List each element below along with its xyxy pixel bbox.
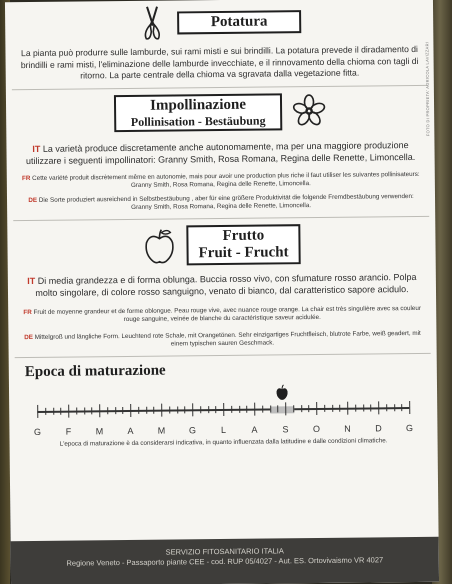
flower-icon [292, 94, 326, 128]
month-label: S [282, 423, 289, 434]
timeline-minor-tick [53, 407, 54, 414]
timeline-minor-tick [277, 405, 278, 412]
timeline-tick [192, 403, 193, 416]
frutto-fr-paragraph [8, 304, 436, 325]
impollinazione-it-paragraph [6, 138, 434, 166]
timeline-tick [99, 404, 100, 417]
lang-label-it: IT [27, 275, 36, 286]
month-label: G [188, 424, 197, 435]
timeline-minor-tick [184, 406, 185, 413]
potatura-text: La pianta può produrre sulle lamburde, sui rami misti e sui brindilli. La potatura prevede il diradamento di brindilli e rami misti, l'eliminazione delle lamburde invecchiate, e il rinnovamento della chioma con tagli di ritorno. La parte centrale della chioma va sgravata dalla vegetazione fitta. [20, 43, 419, 81]
lang-label-it: IT [32, 143, 41, 154]
timeline-tick [316, 402, 317, 415]
month-label: A [127, 425, 134, 436]
timeline-tick [68, 404, 69, 417]
timeline-minor-tick [270, 405, 271, 412]
timeline-minor-tick [386, 404, 387, 411]
timeline-tick [254, 402, 255, 415]
timeline-tick [285, 402, 286, 415]
impollinazione-subtitle: Pollinisation - Bestäubung [130, 113, 266, 129]
timeline-minor-tick [324, 404, 325, 411]
harvest-period-bar [270, 406, 295, 413]
timeline-tick [409, 401, 410, 414]
month-label: L [220, 424, 226, 435]
month-label: O [312, 423, 320, 434]
impollinazione-de-paragraph [7, 192, 435, 213]
frutto-de-text: Mittelgroß und längliche Form. Leuchtend rote Schale, mit Orangetönen. Sehr einzigartiges Fruchtfleisch, blutrote Farbe, weiß geadert, mit einem typischen sauren Geschmack. [34, 329, 421, 348]
frutto-subtitle: Fruit - Frucht [198, 243, 289, 261]
side-credit: FOTO DI PROPRIETA' AGRICOLA LAVIZZARI [424, 41, 431, 137]
timeline-minor-tick [200, 406, 201, 413]
lang-label-de: DE [28, 196, 38, 204]
timeline-minor-tick [332, 404, 333, 411]
footer-line1: SERVIZIO FITOSANITARIO ITALIA [165, 546, 284, 557]
epoca-note: L'epoca di maturazione è da considerarsi indicativa, in quanto influenzata dalla latitudine e dalle condizioni climatiche. [59, 436, 388, 448]
timeline-minor-tick [215, 406, 216, 413]
timeline-tick [223, 402, 224, 415]
timeline-minor-tick [76, 407, 77, 414]
month-label: M [157, 425, 166, 436]
timeline-minor-tick [246, 405, 247, 412]
month-label: D [375, 422, 382, 433]
timeline-minor-tick [231, 405, 232, 412]
divider [12, 84, 428, 89]
frutto-title-box [186, 224, 300, 265]
impollinazione-header [6, 91, 434, 132]
impollinazione-fr-paragraph [7, 170, 435, 191]
timeline-minor-tick [301, 405, 302, 412]
lang-label-fr: FR [23, 308, 32, 316]
potatura-title: Potatura [210, 13, 268, 30]
timeline-tick [161, 403, 162, 416]
month-label: G [33, 426, 42, 437]
month-label: N [344, 423, 351, 434]
timeline-minor-tick [115, 407, 116, 414]
frutto-it-text: Di media grandezza e di forma oblunga. Buccia rosso vivo, con sfumature rosso arancio. Polpa molto singolare, di colore rosso sanguigno, venato di bianco, dal caratteristico sapore acidulo. [35, 271, 417, 298]
pruning-shears-icon [137, 5, 167, 41]
plant-info-card [5, 0, 439, 584]
apple-marker-icon [275, 384, 289, 400]
timeline-tick [347, 401, 348, 414]
timeline-minor-tick [339, 404, 340, 411]
timeline-minor-tick [60, 407, 61, 414]
lang-label-fr: FR [21, 174, 31, 182]
ripening-timeline [15, 376, 432, 440]
month-label: G [405, 422, 413, 433]
epoca-title: Epoca di maturazione [24, 362, 166, 380]
footer [11, 537, 439, 584]
timeline-minor-tick [262, 405, 263, 412]
timeline-minor-tick [138, 406, 139, 413]
timeline-minor-tick [293, 405, 294, 412]
footer-line2: Regione Veneto - Passaporto piante CEE - cod. RUP 05/4027 - Aut. ES. Ortovivaismo VR 4027 [66, 555, 384, 568]
timeline-minor-tick [308, 405, 309, 412]
timeline-minor-tick [107, 407, 108, 414]
frutto-title: Frutto [222, 227, 265, 244]
month-label: M [95, 425, 104, 436]
timeline-minor-tick [208, 406, 209, 413]
frutto-header [7, 222, 435, 266]
frutto-de-paragraph [8, 329, 436, 350]
timeline-minor-tick [122, 407, 123, 414]
impollinazione-it-text: La varietà produce discretamente anche autonomamente, ma per una maggiore produzione utilizzare i seguenti impollinatori: Granny Smith, Rosa Romana, Regina delle Renette, Limoncella. [25, 139, 416, 166]
impollinazione-fr-text: Cette variété produit discrètement même en autonomie, mais pour avoir une production plus riche il faut utiliser les suivantes pollinisateurs: Granny Smith, Rosa Romana, Regina delle Renette, Limoncella. [32, 170, 420, 189]
timeline-minor-tick [239, 405, 240, 412]
timeline-minor-tick [169, 406, 170, 413]
timeline-minor-tick [146, 406, 147, 413]
timeline-minor-tick [153, 406, 154, 413]
timeline-tick [130, 403, 131, 416]
timeline-minor-tick [355, 404, 356, 411]
timeline-minor-tick [401, 404, 402, 411]
frutto-it-paragraph [8, 270, 436, 298]
timeline-tick [378, 401, 379, 414]
month-label: A [251, 424, 258, 435]
divider [15, 352, 431, 357]
timeline-minor-tick [177, 406, 178, 413]
timeline-minor-tick [45, 407, 46, 414]
timeline-minor-tick [363, 404, 364, 411]
potatura-header [5, 2, 433, 42]
timeline-minor-tick [370, 404, 371, 411]
timeline-minor-tick [84, 407, 85, 414]
impollinazione-title: Impollinazione [150, 96, 247, 114]
timeline-minor-tick [91, 407, 92, 414]
potatura-title-box [177, 10, 301, 34]
timeline-minor-tick [394, 404, 395, 411]
impollinazione-title-box [114, 93, 282, 132]
apple-outline-icon [142, 226, 176, 264]
frutto-fr-text: Fruit de moyenne grandeur et de forme oblongue. Peau rouge vive, avec nuance rouge orange. La chair est très singulière avec sa couleur rouge sanguine, veinée de blanche du caractéristique saveur acidulée. [33, 304, 422, 324]
timeline-tick [37, 404, 38, 417]
impollinazione-de-text: Die Sorte produziert ausreichend in Selbstbestäubung , aber für eine größere Produktivität die folgende Fremdbestäubung verwenden: Granny Smith, Rosa Romana, Regina delle Renette, Limoncella. [38, 192, 414, 211]
lang-label-de: DE [24, 333, 33, 341]
divider [13, 215, 429, 220]
month-label: F [65, 426, 72, 437]
